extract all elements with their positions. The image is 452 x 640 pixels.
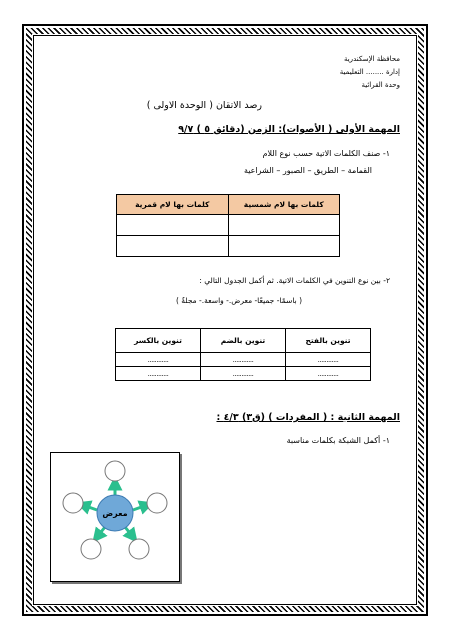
table-row <box>116 367 371 381</box>
question3-prompt: ١- أكمل الشبكة بكلمات مناسبة <box>286 436 390 445</box>
answer-cell[interactable]: ............ <box>201 367 286 381</box>
answer-cell[interactable] <box>228 236 340 257</box>
header-unit: وحدة القرائية <box>361 81 400 89</box>
arrow-left <box>83 505 97 510</box>
word-web-diagram <box>51 453 179 581</box>
header-governorate: محافظة الإسكندرية <box>343 55 400 63</box>
table-row <box>117 236 340 257</box>
word-web-box <box>50 452 180 582</box>
arrow-down-left <box>97 527 105 537</box>
answer-cell[interactable] <box>117 215 229 236</box>
question1-words: القمامة – الطريق – الصبور – الشراعية <box>243 166 372 175</box>
column-header-fath: تنوين بالفتح <box>286 329 371 353</box>
answer-cell[interactable]: ............ <box>286 353 371 367</box>
answer-cell[interactable]: ............ <box>116 353 201 367</box>
answer-cell[interactable]: ............ <box>201 353 286 367</box>
column-header-shamsiya: كلمات بها لام شمسية <box>228 195 340 215</box>
table-row <box>117 215 340 236</box>
column-header-damm: تنوين بالضم <box>201 329 286 353</box>
page-title: رصد الاتقان ( الوحدة الاولى ) <box>146 100 262 111</box>
center-word: معرض <box>102 509 128 518</box>
answer-cell[interactable] <box>117 236 229 257</box>
tanween-table <box>115 328 371 381</box>
question2-words: ( باسمًا- جميعًا- معرض.- واسعة.- مجلةٌ ) <box>176 296 302 305</box>
answer-circle[interactable] <box>63 493 83 513</box>
arrow-down-right <box>125 527 133 537</box>
answer-circle[interactable] <box>81 539 101 559</box>
column-header-kasr: تنوين بالكسر <box>116 329 201 353</box>
question2-prompt: ٢- بين نوع التنوين في الكلمات الاتية. ثم أكمل الجدول التالي : <box>199 276 390 285</box>
column-header-qamariya: كلمات بها لام قمرية <box>117 195 229 215</box>
answer-circle[interactable] <box>105 461 125 481</box>
answer-cell[interactable]: ............ <box>116 367 201 381</box>
lam-classification-table <box>116 194 340 257</box>
arrow-right <box>133 505 147 510</box>
answer-circle[interactable] <box>147 493 167 513</box>
answer-cell[interactable]: ............ <box>286 367 371 381</box>
answer-cell[interactable] <box>228 215 340 236</box>
header-administration: إدارة ........ التعليمية <box>339 68 400 76</box>
task2-heading: المهمة الثانية : ( المفردات ) (ق٣) ٤/٣ : <box>216 412 400 423</box>
table-row <box>116 353 371 367</box>
answer-circle[interactable] <box>129 539 149 559</box>
task1-heading: المهمة الأولى ( الأصوات): الزمن (دقائق ٥ ) ٩/٧ <box>178 124 400 135</box>
question1-prompt: ١- صنف الكلمات الاتية حسب نوع اللام <box>262 149 390 158</box>
